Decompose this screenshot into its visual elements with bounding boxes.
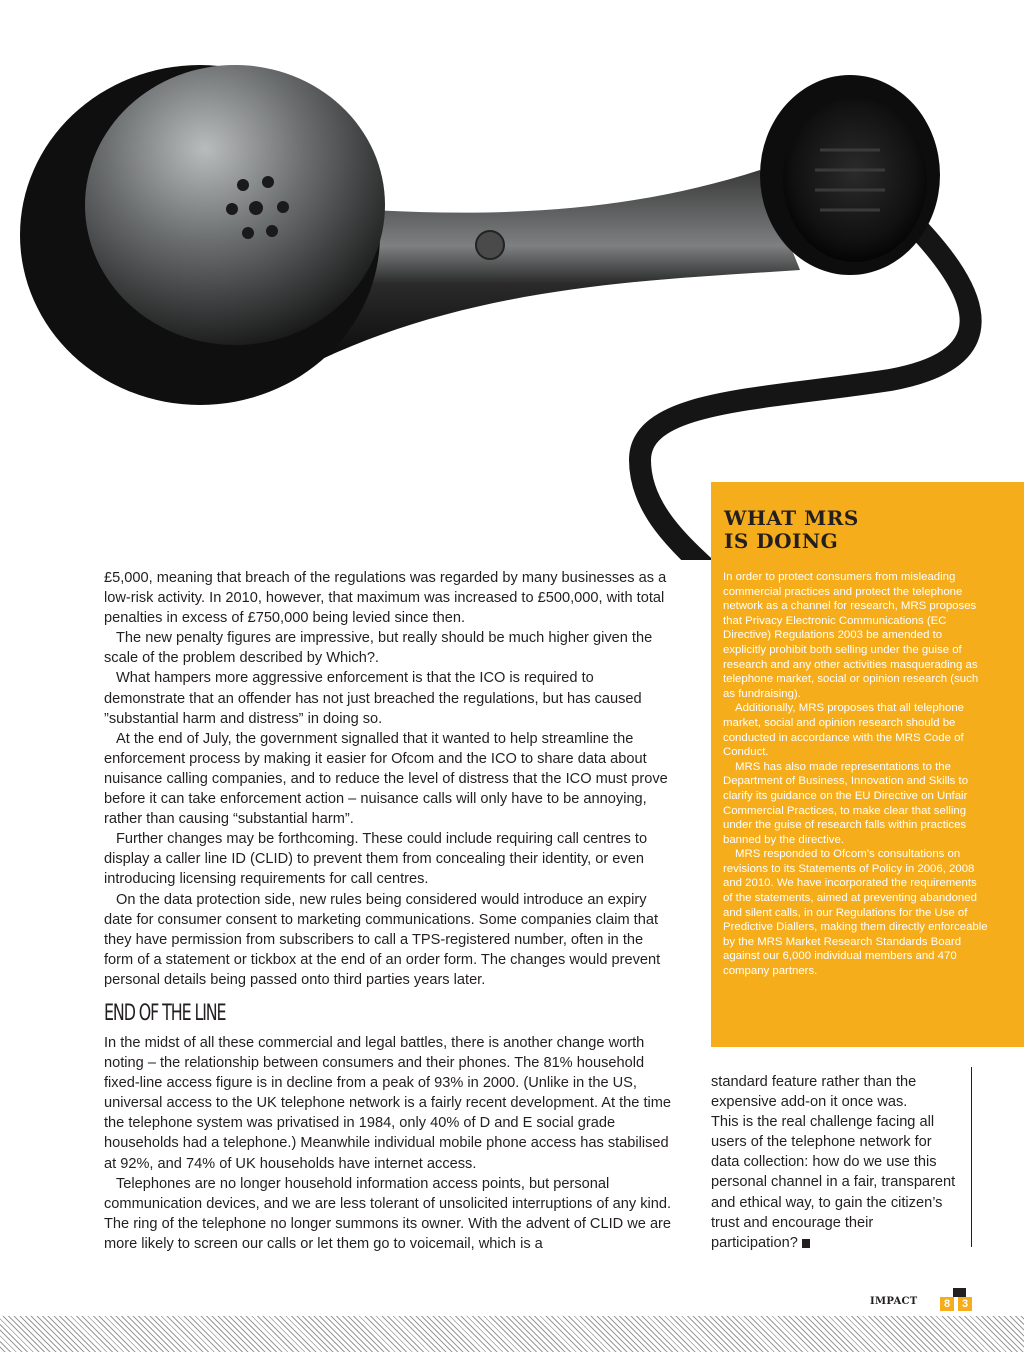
article-continuation [711,1072,961,1253]
sidebar-box [711,482,1024,1047]
sidebar-paragraph: Additionally, MRS proposes that all telephone market, social and opinion research should be conducted in accordance with the MRS Code of Conduct. [723,702,965,759]
page-number-digit: 3 [958,1297,972,1311]
hatched-footer-band [0,1316,1024,1352]
sidebar-title [724,507,1004,553]
sidebar-body [723,570,988,979]
article-paragraph: Further changes may be forthcoming. These could include requiring call centres to display a caller line ID (CLID) to prevent them from concealing their identity, or even introducing licensing requirements for call centres. [104,831,648,888]
end-mark-icon [802,1239,810,1248]
article-paragraph: The new penalty figures are impressive, but really should be much higher given the scale of the problem described by Which?. [104,630,653,667]
sidebar-paragraph: MRS responded to Ofcom’s consultations on revisions to its Statements of Policy in 2006, 2008 and 2010. We have incorporated the requirements of the statements, aimed at preventing abandoned and silent calls, in our Regulations for the Use of Predictive Diallers, making them directly enforceable by the MRS Market Research Standards Board against our 6,000 individual members and 470 company partners. [723,848,988,978]
closing-text: This is the real challenge facing all users of the telephone network for data collection: how do we use this personal channel in a fair, transparent and ethical way, to gain the citizen’s trust and encourage their participation? [711,1114,956,1251]
article-paragraph: At the end of July, the government signalled that it wanted to help streamline the enforcement process by making it easier for Ofcom and the ICO to share data about nuisance calling companies, and to reduce the level of distress that the ICO must prove before it can take enforcement action – nuisance calls will only have to be annoying, rather than causing “substantial harm”. [104,730,668,828]
article-column-bottom [104,1033,676,1254]
article-paragraph: standard feature rather than the expensive add-on it once was. [711,1074,917,1111]
article-paragraph [711,1112,961,1253]
sidebar-paragraph: In order to protect consumers from misleading commercial practices and protect the telephone network as a channel for research, MRS proposes that Privacy Electronic Communications (EC Directive) Regulations 2003 be amended to explicitly prohibit both selling under the guise of research and any other activities masquerading as telephone market, social or opinion research (such as fundraising). [723,571,979,700]
article-paragraph: £5,000, meaning that breach of the regulations was regarded by many businesses as a low-risk activity. In 2010, however, that maximum was increased to £500,000, with total penalties in excess of £750,000 being levied since then. [104,570,667,627]
article-paragraph: What hampers more aggressive enforcement is that the ICO is required to demonstrate that an offender has not just breached the regulations, but has caused ”substantial harm and distress” in doing so. [104,670,642,727]
logo-block-icon [953,1288,966,1297]
sidebar-title-line: WHAT MRS [724,506,859,530]
page-number-digit: 8 [940,1297,954,1311]
section-subheading: END OF THE LINE [104,1001,226,1026]
article-paragraph: Telephones are no longer household information access points, but personal communication devices, and we are less tolerant of unsolicited interruptions of any kind. The ring of the telephone no longer summons its owner. With the advent of CLID we are more likely to screen our calls or let them go to voicemail, which is a [104,1175,672,1252]
sidebar-title-line: IS DOING [724,529,839,553]
telephone-handset-photo [0,0,1024,560]
sidebar-paragraph: MRS has also made representations to the Department of Business, Innovation and Skills to clarify its guidance on the EU Directive on Unfair Commercial Practices, to make clear that selling under the guise of research falls within practices banned by the directive. [723,760,969,846]
article-paragraph: In the midst of all these commercial and legal battles, there is another change worth noting – the relationship between consumers and their phones. The 81% household fixed-line access figure is in decline from a peak of 93% in 2000. (Unlike in the US, universal access to the UK telephone network is a fairly recent development. At the time the telephone system was privatised in 1984, only 40% of D and E social grade households had a telephone.) Meanwhile individual mobile phone access has stabilised at 92%, and 74% of UK households have internet access. [104,1035,672,1172]
article-column-top [104,568,676,990]
column-divider [971,1067,972,1247]
article-paragraph: On the data protection side, new rules being considered would introduce an expiry date for consumer consent to marketing communications. Some companies claim that they have permission from subscribers to call a TPS-registered number, often in the form of a statement or tickbox at the end of an order form. The changes would prevent personal details being passed onto third parties years later. [104,891,661,988]
magazine-brand: IMPACT [870,1296,918,1307]
